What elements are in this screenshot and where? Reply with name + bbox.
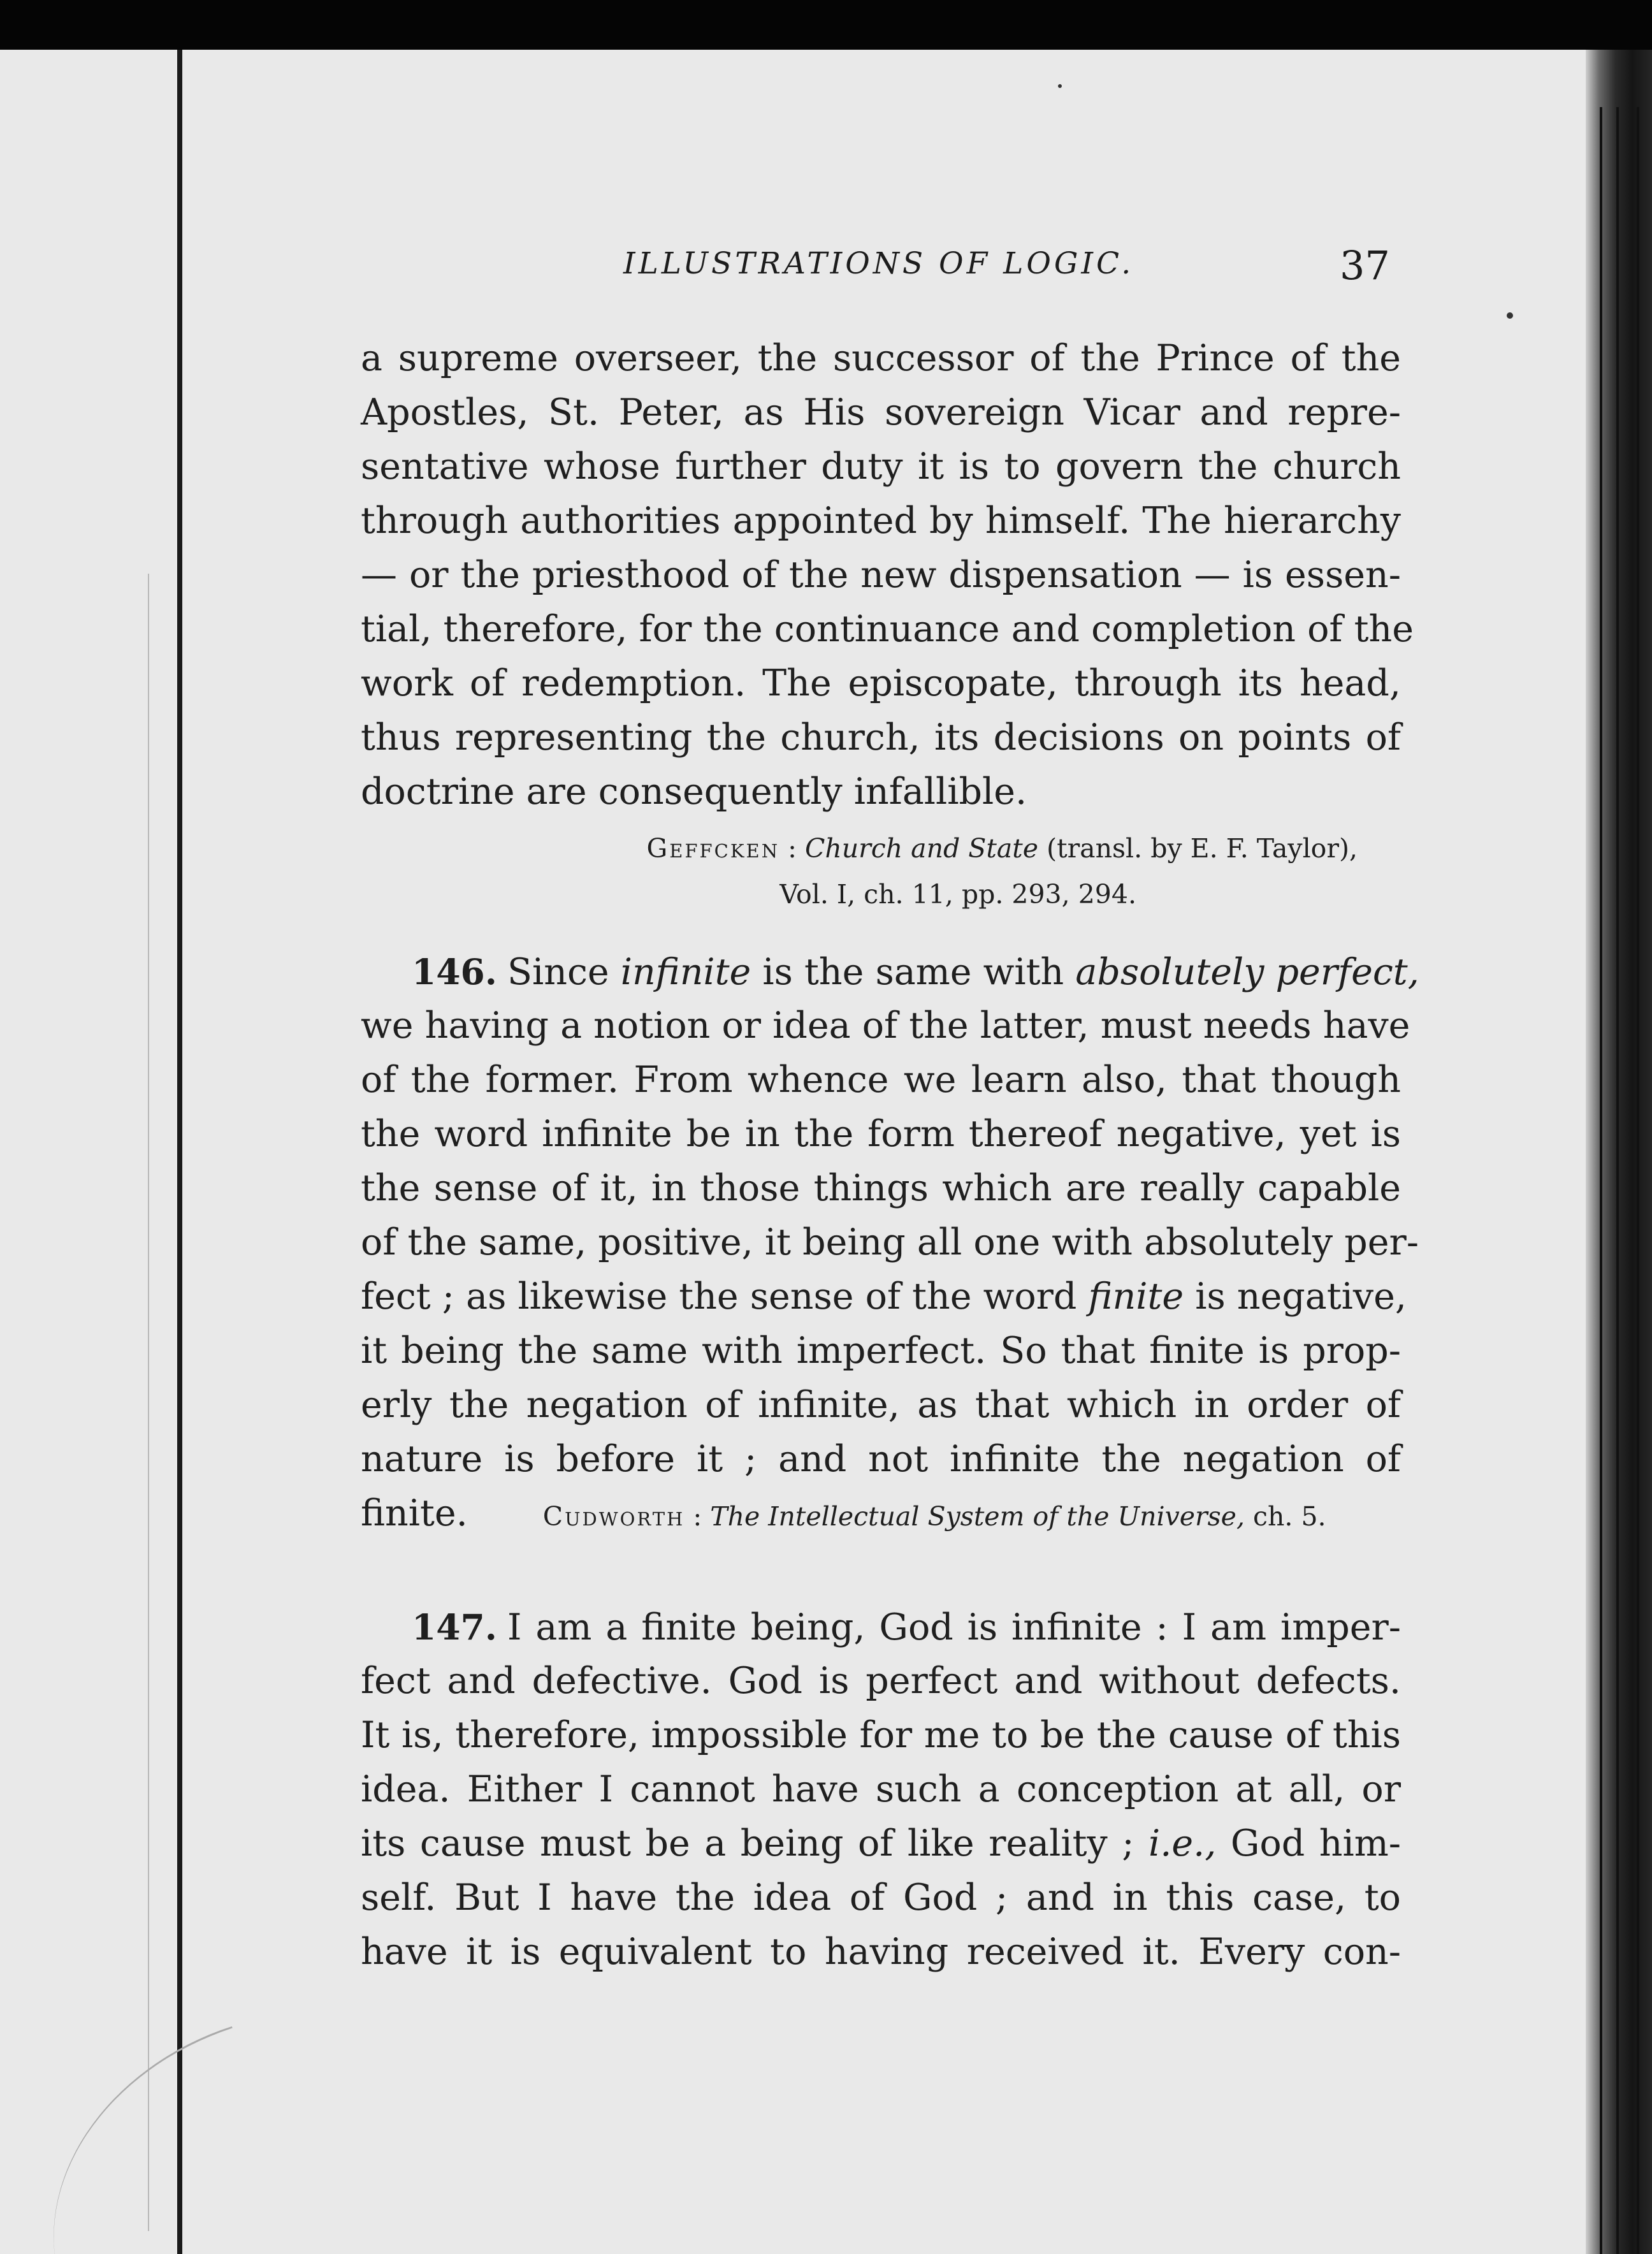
text-run: Since — [507, 951, 621, 993]
text-line: the word infinite be in the form thereof negative, yet is — [361, 1113, 1401, 1155]
text-line: we having a notion or idea of the latter, must needs have — [361, 1005, 1410, 1047]
text-line: sentative whose further duty it is to govern the church — [361, 446, 1401, 488]
attribution-title: The Intellectual System of the Universe, — [710, 1501, 1245, 1532]
text-line: through authorities appointed by himself. The hierarchy — [361, 500, 1401, 542]
text-line: nature is before it ; and not infinite the negation of — [361, 1438, 1401, 1480]
page-edge-right — [1586, 50, 1652, 2254]
text-line: of the same, positive, it being all one with absolutely per- — [361, 1221, 1419, 1263]
section-first-line — [361, 945, 1419, 999]
text-run: God him- — [1216, 1822, 1402, 1865]
speck — [1507, 312, 1513, 319]
attribution-geffcken: Geffcken : Church and State (transl. by E. F. Taylor), — [646, 833, 1358, 864]
gutter-curve — [1, 2026, 291, 2254]
text-line: Apostles, St. Peter, as His sovereign Vicar and repre- — [361, 391, 1401, 433]
edge-stripe — [1637, 107, 1639, 2254]
attribution-title: Church and State — [804, 833, 1039, 864]
section-number: 147. — [412, 1606, 497, 1648]
text-line: of the former. From whence we learn also, that though — [361, 1059, 1401, 1101]
speck — [1058, 84, 1062, 88]
emphasis: i.e., — [1148, 1822, 1217, 1865]
text-run: its cause must be a being of like reality ; — [361, 1822, 1149, 1865]
text-run: is the same with — [751, 951, 1076, 993]
section-146 — [361, 945, 1419, 1541]
text-line: have it is equivalent to having received it. Every con- — [361, 1931, 1401, 1973]
text-run: fect ; as likewise the sense of the word — [361, 1276, 1089, 1318]
text-line: tial, therefore, for the continuance and completion of the — [361, 608, 1414, 650]
attribution-author: Cudworth — [542, 1501, 685, 1532]
text-line: It is, therefore, impossible for me to be the cause of this — [361, 1714, 1401, 1756]
section-number: 146. — [412, 951, 497, 992]
attribution-detail: (transl. by E. F. Taylor), — [1047, 833, 1358, 864]
passage-continued — [361, 331, 1414, 917]
emphasis: absolutely perfect, — [1075, 951, 1419, 993]
text-line: it being the same with imperfect. So that finite is prop- — [361, 1330, 1401, 1372]
text-line: self. But I have the idea of God ; and in this case, to — [361, 1877, 1401, 1919]
text-line: erly the negation of infinite, as that which in order of — [361, 1384, 1401, 1426]
running-head: ILLUSTRATIONS OF LOGIC. — [623, 246, 1134, 281]
text-line — [361, 1817, 1401, 1871]
section-147 — [361, 1600, 1401, 1979]
edge-stripe — [1616, 107, 1619, 2254]
text-line: — or the priesthood of the new dispensation — is essen- — [361, 554, 1401, 596]
page-gutter-line — [177, 50, 182, 2254]
text-line: fect and defective. God is perfect and without defects. — [361, 1660, 1401, 1702]
text-run: I am a finite being, God is infinite : I am imper- — [507, 1606, 1401, 1648]
text-line — [361, 1270, 1407, 1324]
text-line: idea. Either I cannot have such a conception at all, or — [361, 1768, 1401, 1810]
text-line: the sense of it, in those things which are really capable — [361, 1167, 1401, 1209]
text-line: doctrine are consequently infallible. — [361, 771, 1027, 813]
text-run: is negative, — [1184, 1276, 1407, 1318]
text-run: finite. — [361, 1492, 468, 1534]
attribution-author: Geffcken — [646, 833, 780, 864]
page-number: 37 — [1340, 242, 1390, 289]
text-line: a supreme overseer, the successor of the Prince of the — [361, 337, 1401, 379]
emphasis: finite — [1088, 1276, 1184, 1318]
attribution-volume: Vol. I, ch. 11, pp. 293, 294. — [779, 879, 1136, 910]
text-line: thus representing the church, its decisions on points of — [361, 716, 1401, 759]
attribution-cudworth: Cudworth : The Intellectual System of the Universe, ch. 5. — [542, 1501, 1326, 1532]
text-line-with-attribution — [361, 1487, 1401, 1541]
gutter-shadow — [148, 574, 149, 2231]
text-line: work of redemption. The episcopate, through its head, — [361, 662, 1401, 704]
scan-border-top — [0, 0, 1652, 50]
page-header — [0, 242, 1652, 306]
section-first-line — [361, 1600, 1401, 1654]
emphasis: infinite — [620, 951, 751, 993]
attribution-detail: ch. 5. — [1253, 1501, 1326, 1532]
edge-stripe — [1600, 107, 1602, 2254]
